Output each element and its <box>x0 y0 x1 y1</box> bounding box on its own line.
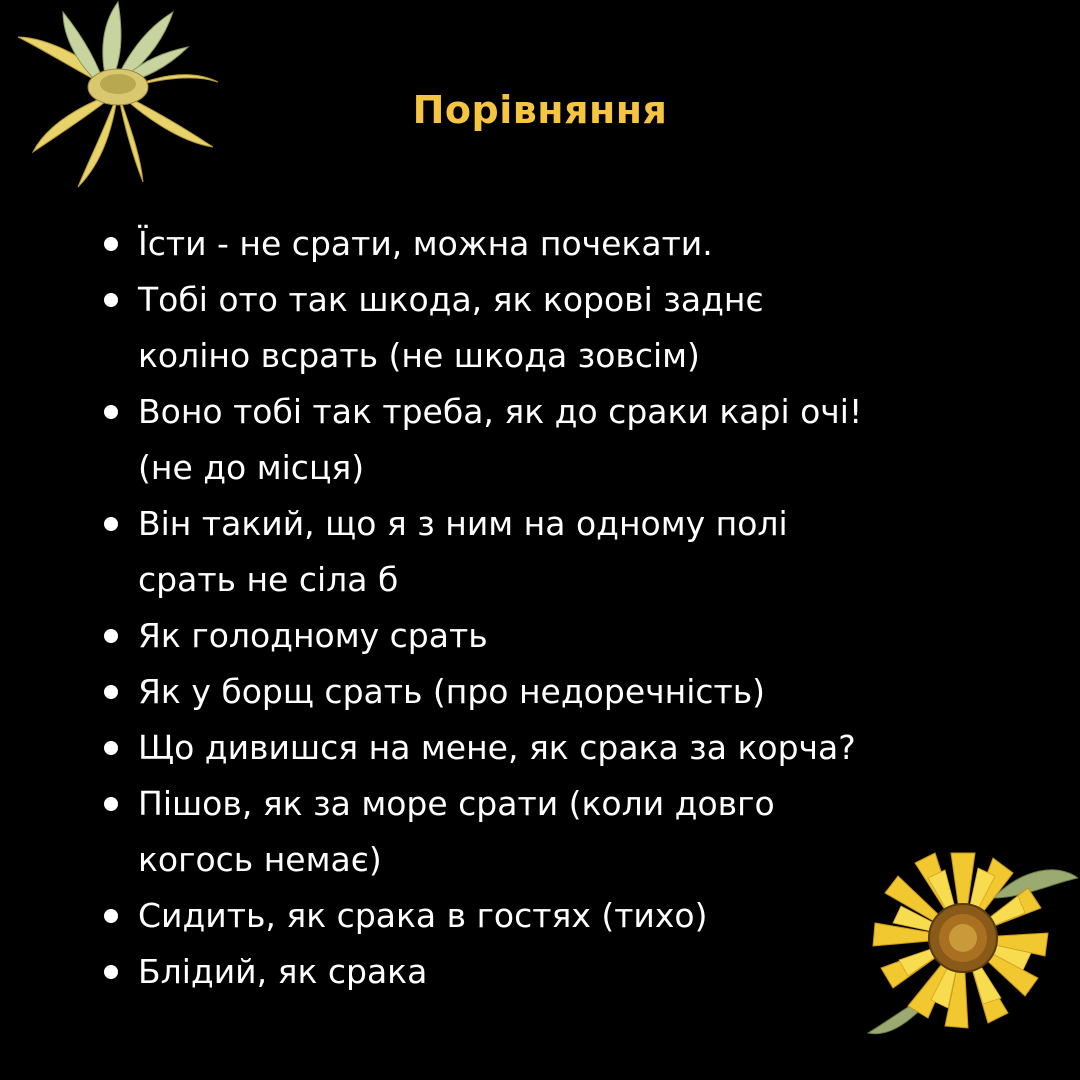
list-item <box>104 664 1044 720</box>
list-item <box>104 720 1044 776</box>
list-item-text: когось немає) <box>138 840 382 879</box>
list-item-text: Як голодному срать <box>138 616 488 655</box>
list-item-text: Він такий, що я з ним на одному полі <box>138 504 788 543</box>
list-item-text: Їсти - не срати, можна почекати. <box>138 224 713 263</box>
list-item-text: Пішов, як за море срати (коли довго <box>138 784 775 823</box>
bullet-icon <box>104 965 118 979</box>
list-item <box>104 608 1044 664</box>
list-item-text: Сидить, як срака в гостях (тихо) <box>138 896 708 935</box>
bullet-icon <box>104 909 118 923</box>
bullet-icon <box>104 629 118 643</box>
list-item-text: Що дивишся на мене, як срака за корча? <box>138 728 856 767</box>
bullet-icon <box>104 741 118 755</box>
list-item <box>104 216 1044 272</box>
sunflower-icon <box>858 838 1078 1048</box>
bullet-icon <box>104 405 118 419</box>
list-item-text: (не до місця) <box>138 448 365 487</box>
bullet-icon <box>104 685 118 699</box>
list-item <box>104 384 1044 496</box>
list-item <box>104 496 1044 608</box>
list-item-text: Воно тобі так треба, як до сраки карі очі! <box>138 392 863 431</box>
list-item-text: Блідий, як срака <box>138 952 428 991</box>
page-title: Порівняння <box>412 88 668 132</box>
list-item-text: Як у борщ срать (про недоречність) <box>138 672 766 711</box>
list-item-text: коліно всрать (не шкода зовсім) <box>138 336 700 375</box>
bullet-icon <box>104 237 118 251</box>
bullet-icon <box>104 517 118 531</box>
list-item <box>104 272 1044 384</box>
list-item-text: срать не сіла б <box>138 560 399 599</box>
bullet-icon <box>104 293 118 307</box>
list-item-text: Тобі ото так шкода, як корові заднє <box>138 280 764 319</box>
bullet-icon <box>104 797 118 811</box>
